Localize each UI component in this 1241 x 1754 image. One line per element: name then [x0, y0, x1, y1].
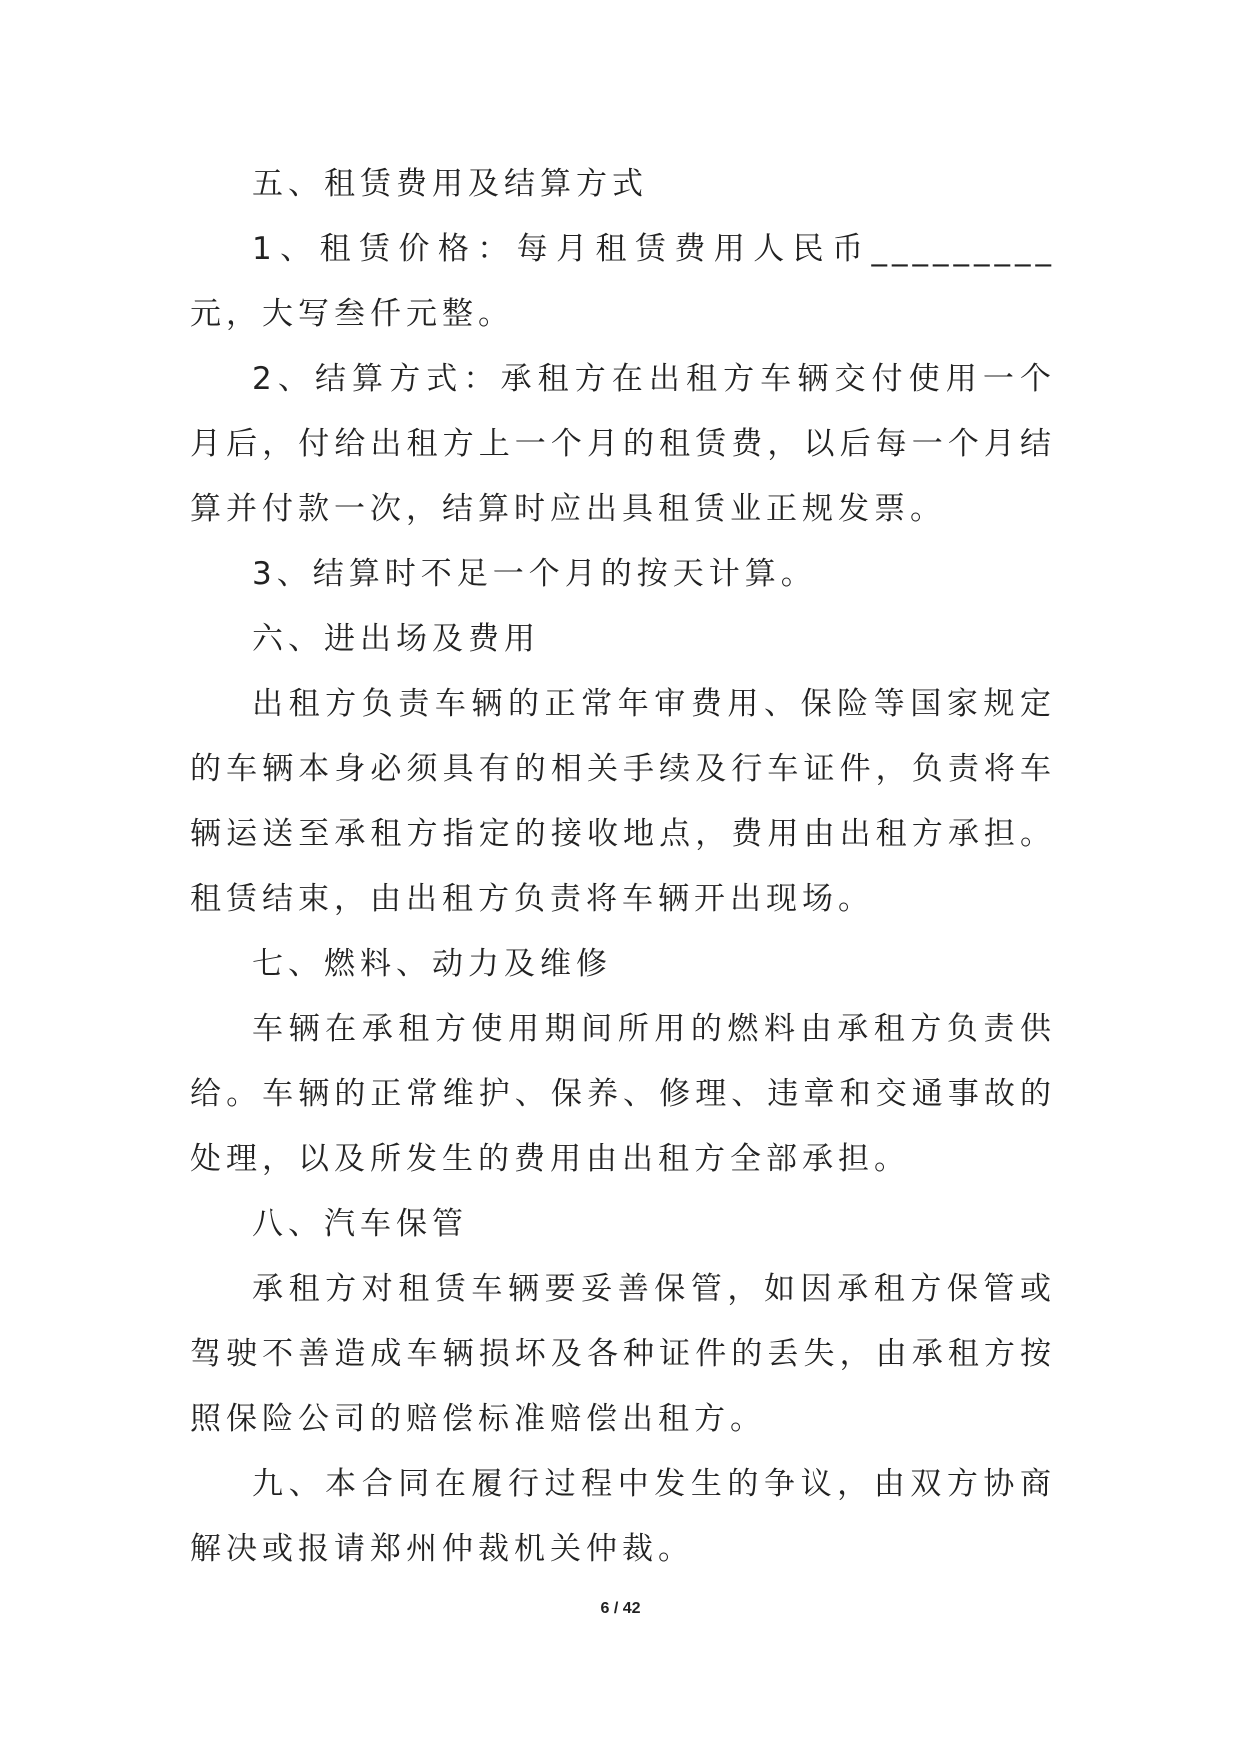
section-heading-vehicle-custody: 八、汽车保管 [252, 1206, 468, 1242]
section-heading-fees: 五、租赁费用及结算方式 [252, 166, 648, 202]
page-number: 6 / 42 [600, 1600, 641, 1617]
paragraph-fuel-maintenance: 车辆在承租方使用期间所用的燃料由承租方负责供给。车辆的正常维护、保养、修理、违章和交通事故的处理，以及所发生的费用由出租方全部承担。 [190, 1011, 1056, 1177]
section-heading-entry-exit: 六、进出场及费用 [252, 621, 540, 657]
paragraph-settlement-method: 2、结算方式：承租方在出租方车辆交付使用一个月后，付给出租方上一个月的租赁费，以后每一个月结算并付款一次，结算时应出具租赁业正规发票。 [190, 361, 1056, 527]
section-heading-fuel-maintenance: 七、燃料、动力及维修 [252, 946, 612, 982]
paragraph-dispute-resolution: 九、本合同在履行过程中发生的争议，由双方协商解决或报请郑州仲裁机关仲裁。 [190, 1466, 1056, 1567]
paragraph-entry-exit-costs: 出租方负责车辆的正常年审费用、保险等国家规定的车辆本身必须具有的相关手续及行车证件，负责将车辆运送至承租方指定的接收地点，费用由出租方承担。租赁结束，由出租方负责将车辆开出现场。 [190, 686, 1056, 917]
paragraph-partial-month: 3、结算时不足一个月的按天计算。 [252, 556, 817, 592]
document-body [190, 152, 1056, 1582]
paragraph-rent-price: 1、租赁价格：每月租赁费用人民币_________元，大写叁仟元整。 [190, 231, 1056, 332]
paragraph-vehicle-custody: 承租方对租赁车辆要妥善保管，如因承租方保管或驾驶不善造成车辆损坏及各种证件的丢失，由承租方按照保险公司的赔偿标准赔偿出租方。 [190, 1271, 1056, 1437]
